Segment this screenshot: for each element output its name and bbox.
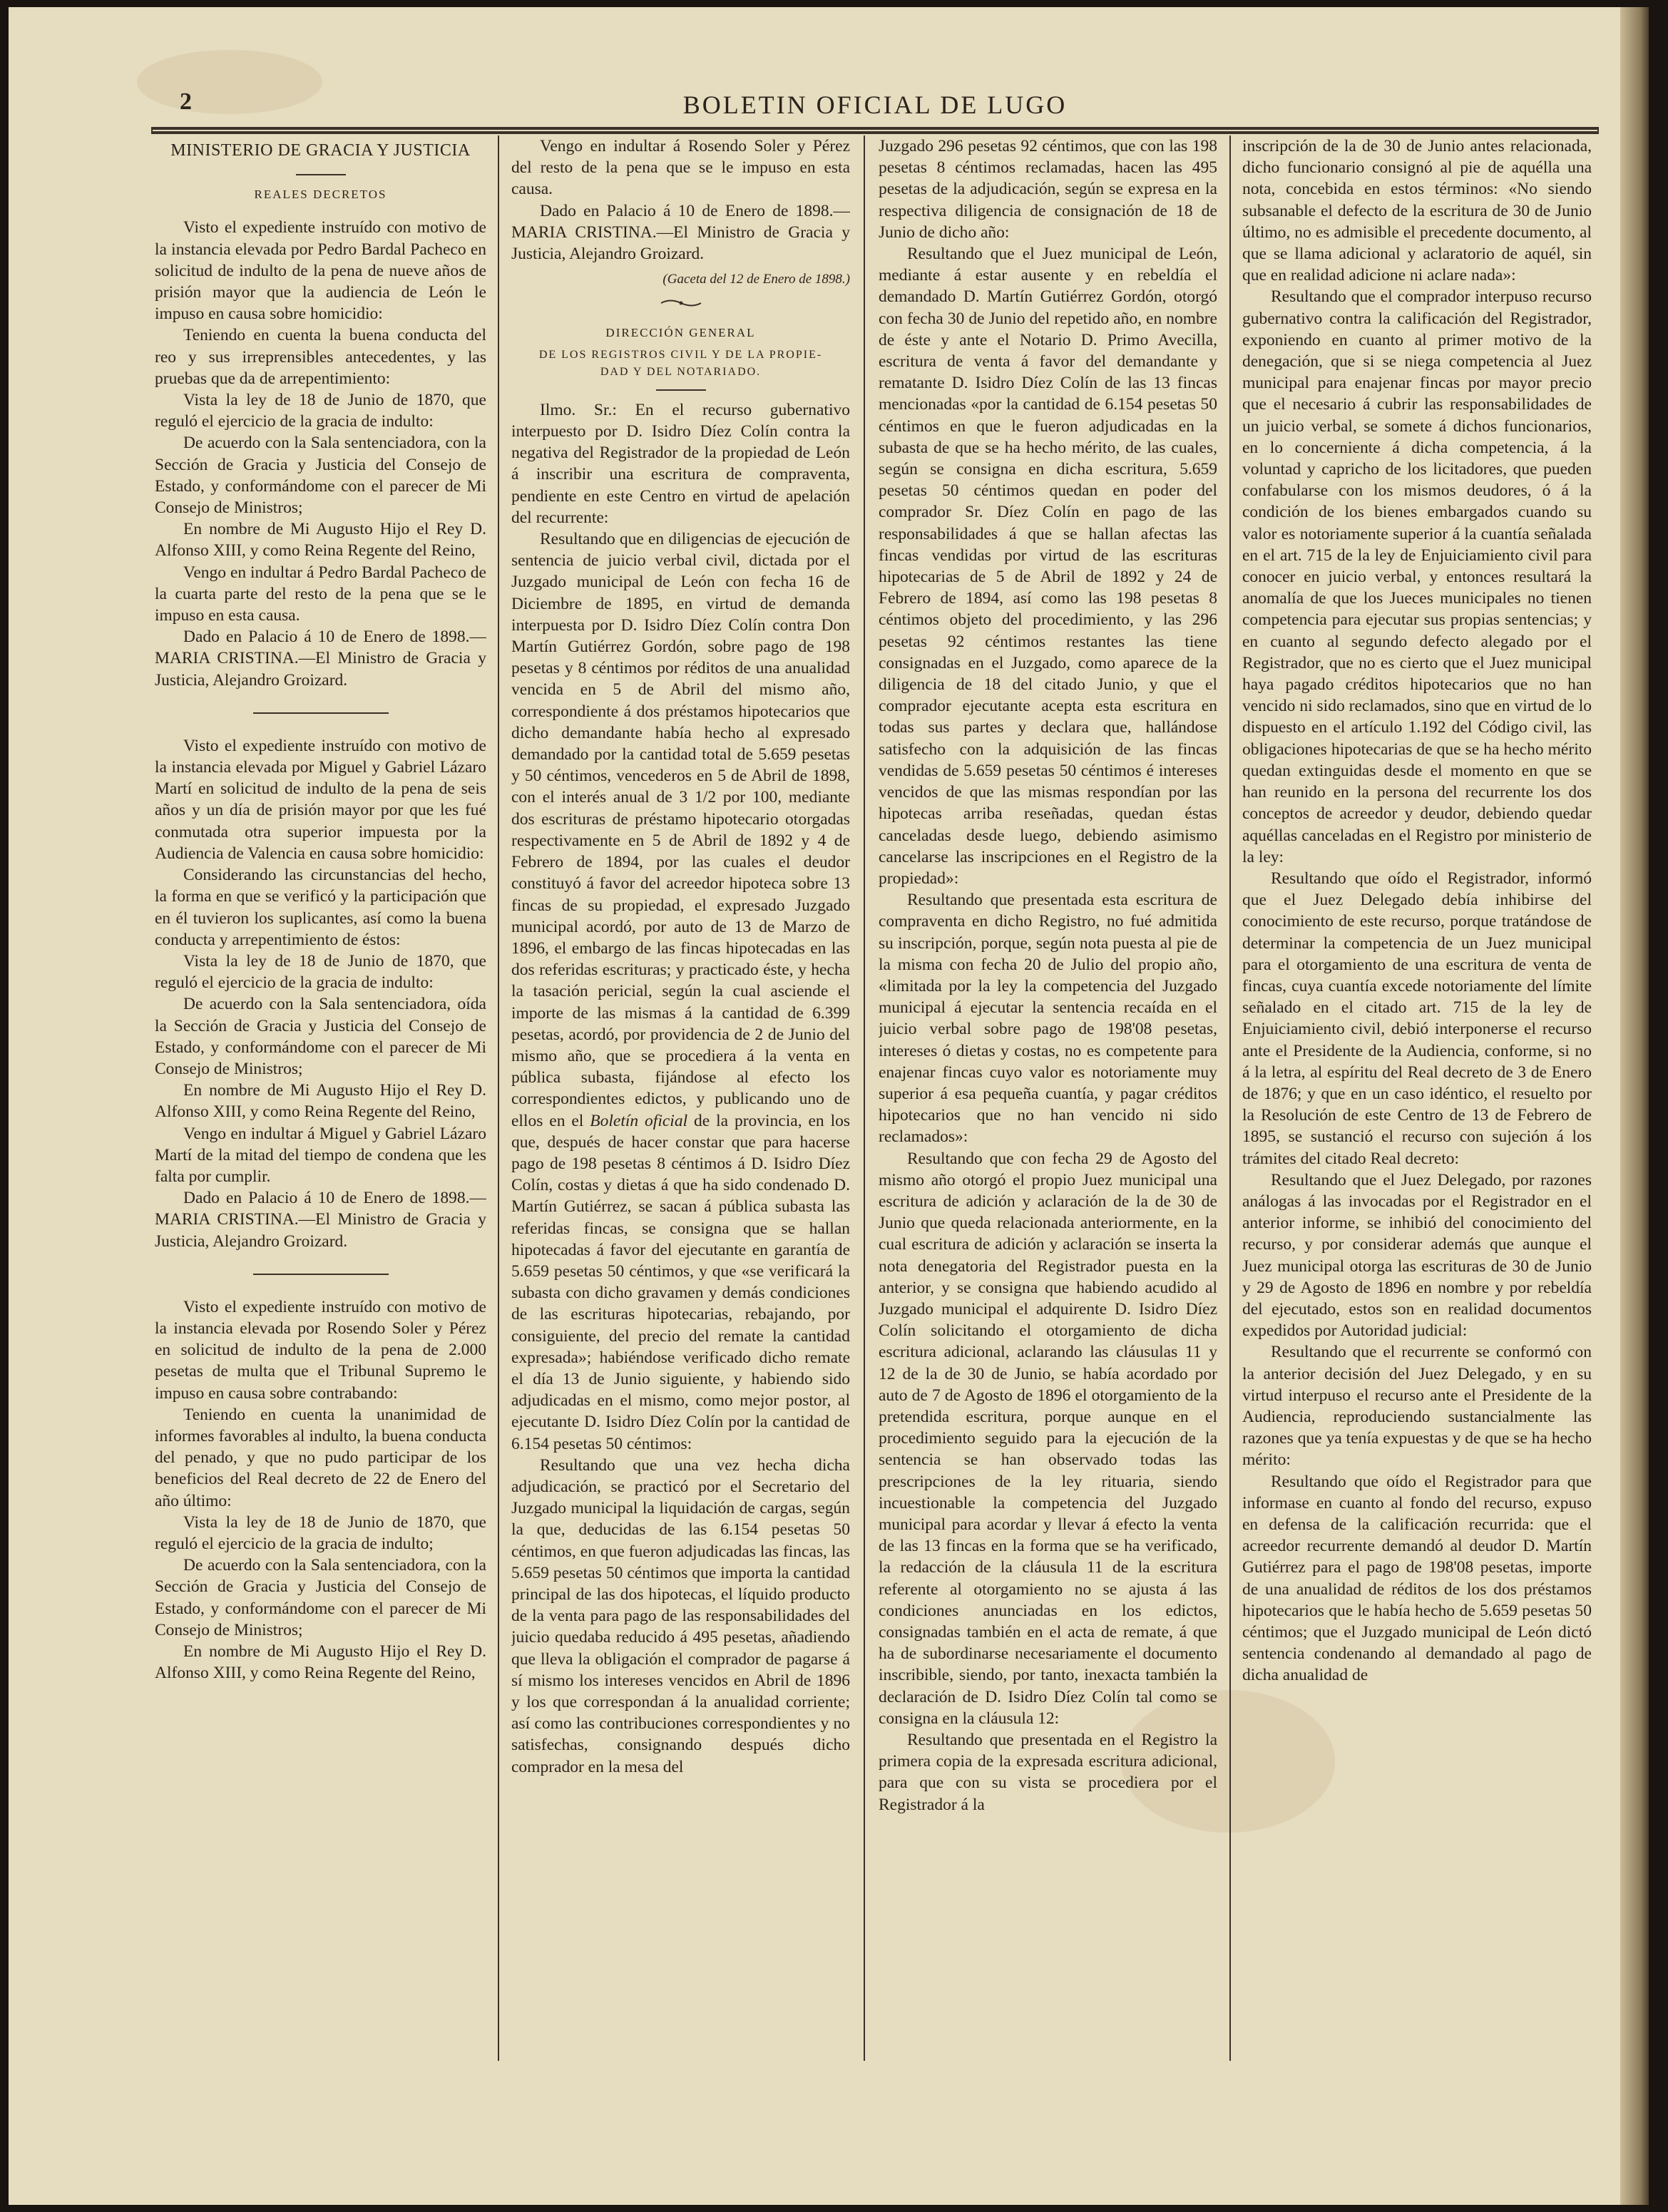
column-1 bbox=[155, 135, 486, 2054]
paragraph: En nombre de Mi Augusto Hijo el Rey D. Alfonso XIII, y como Reina Regente del Reino, bbox=[155, 520, 486, 560]
paragraph: inscripción de la de 30 de Junio antes relacionada, dicho funcionario consignó al pie de aquélla una nota, concebida en estos términos: «No siendo subsanable el defecto de la escritura de 30 de Junio último, no es admisible el precedente documento, al que se llama adicional y aclaratorio de aquél, sin que en realidad adicione ni aclare nada»: bbox=[1242, 137, 1592, 285]
column-rule bbox=[498, 135, 499, 2061]
paragraph: Dado en Palacio á 10 de Enero de 1898.—MARIA CRISTINA.—El Ministro de Gracia y Justicia, Alejandro Groizard. bbox=[511, 201, 850, 264]
paragraph: De acuerdo con la Sala sentenciadora, oída la Sección de Gracia y Justicia del Consejo de Estado, y conformándome con el parecer de Mi Consejo de Ministros; bbox=[155, 995, 486, 1078]
paragraph: Vengo en indultar á Rosendo Soler y Pérez del resto de la pena que se le impuso en esta causa. bbox=[511, 137, 850, 199]
paragraph: Visto el expediente instruído con motivo de la instancia elevada por Miguel y Gabriel Lázaro Martí en solicitud de indulto de la pena de seis años y un día de prisión mayor por que les fué conmutada otra superior impuesta por la Audiencia de Valencia en causa sobre homicidio: bbox=[155, 736, 486, 863]
divider bbox=[656, 389, 706, 391]
divider bbox=[296, 174, 346, 175]
paragraph: Vengo en indultar á Miguel y Gabriel Lázaro Martí de la mitad del tiempo de condena que les falta por cumplir. bbox=[155, 1124, 486, 1186]
gaceta-date: del 12 de Enero de 1898.) bbox=[710, 272, 850, 287]
section-heading: MINISTERIO DE GRACIA Y JUSTICIA bbox=[170, 141, 471, 160]
paragraph: Resultando que con fecha 29 de Agosto del mismo año otorgó el propio Juez municipal una escritura de adición y aclaración de la de 30 de Junio que queda relacionada anteriormente, en la cual escritura de adición y aclaración se inserta la nota denegatoria del Registrador puesta en la anterior, y se consigna que habiendo acudido al Juzgado municipal el adquirente D. Isidro Díez Colín solicitando el otorgamiento de dicha escritura adicional, aclarando las cláusulas 11 y 12 de la de 30 de Junio, se había acordado por auto de 7 de Agosto de 1896 el otorgamiento de la pretendida escritura, porque aunque en el procedimiento seguido para la ejecución de la sentencia se han observado todas las prescripciones de la ley rituaria, siendo incuestionable la competencia del Juzgado municipal para acordar y llevar á efecto la venta de las 13 fincas en la forma que se ha verificado, la redacción de la cláusula 11 de la escritura referente al otorgamiento no se ajusta á las condiciones anunciadas en los edictos, consignadas también en el acta de remate, á que ha de subordinarse necesariamente el documento inscribible, siendo, por tanto, inexacta también la declaración de D. Isidro Díez Colín tal como se consigna en la cláusula 12: bbox=[879, 1149, 1217, 1728]
paragraph: Resultando que el Juez municipal de León, mediante á estar ausente y en rebeldía el demandado D. Martín Gutiérrez Gordón, otorgó con fecha 30 de Junio del repetido año, en nombre de éste y ante el Notario D. Primo Avecilla, escritura de venta á favor del demandante y rematante D. Isidro Díez Colín de las 13 fincas mencionadas «por la cantidad de 6.154 pesetas 50 céntimos en que le fueron adjudicadas en la subasta de que se ha hecho mérito, de las cuales, según se consigna en dicha escritura, 5.659 pesetas 50 céntimos quedan en poder del comprador Sr. Díez Colín en pago de las responsabilidades á que se hallan afectas las fincas vendidas por virtud de las escrituras hipotecarias de 5 de Abril de 1892 y 24 de Febrero de 1894, así como las 198 pesetas 8 céntimos objeto del procedimiento, y las 296 pesetas 92 céntimos restantes las tiene consignadas en el Juzgado, como aparece de la diligencia de 18 del citado Junio, y que el comprador ejecutante acepta esta escritura en todas sus partes y declara que, hallándose satisfecho con la adquisición de las fincas vendidas de 5.659 pesetas 50 céntimos é intereses vencidos de que las mismas respondían por las hipotecas arriba reseñadas, quedan éstas canceladas desde luego, debiendo asimismo cancelarse las inscripciones en el Registro de la propiedad»: bbox=[879, 245, 1217, 888]
paragraph: Teniendo en cuenta la unanimidad de informes favorables al indulto, la buena conducta del penado, y que no pudo participar de los beneficios del Real decreto de 22 de Enero del año último: bbox=[155, 1405, 486, 1510]
paragraph: De acuerdo con la Sala sentenciadora, con la Sección de Gracia y Justicia del Consejo de Estado, y conformándome con el parecer de Mi Consejo de Ministros; bbox=[155, 1556, 486, 1639]
paragraph: Resultando que una vez hecha dicha adjudicación, se practicó por el Secretario del Juzgado municipal la liquidación de cargas, según la que, deducidas de las 6.154 pesetas 50 céntimos, en que fueron adjudicadas las fincas, las 5.659 pesetas 50 céntimos que importa la cantidad principal de las dos hipotecas, el líquido producto de la venta para pago de las responsabilidades del juicio quedaba reducido á 495 pesetas, añadiendo que lleva la obligación el comprador de pagarse á sí mismo los intereses vencidos en Abril de 1896 y los que correspondan á la anualidad corriente; así como las contribuciones correspondientes y no satisfechas, consignando después dicho comprador en la mesa del bbox=[511, 1455, 850, 1776]
paragraph: Resultando que el recurrente se conformó con la anterior decisión del Juez Delegado, y en su virtud interpuso el recurso ante el Presidente de la Audiencia, reproduciendo sustancialmente las razones que ya tenía expuestas y de que se ha hecho mérito: bbox=[1242, 1343, 1592, 1470]
gaceta-citation bbox=[511, 269, 850, 290]
paragraph: Resultando que oído el Registrador para que informase en cuanto al fondo del recurso, expuso en defensa de la calificación recurrida: que el acreedor recurrente demandó al deudor D. Martín Gutiérrez para el pago de 198'08 pesetas, importe de una anualidad de réditos de los dos préstamos hipotecarios que le había hecho de 5.659 pesetas 50 céntimos; que el Juzgado municipal de León dictó sentencia condenando al demandado al pago de dicha anualidad de bbox=[1242, 1472, 1592, 1685]
gaceta-prefix: (Gaceta bbox=[662, 272, 710, 287]
column-2 bbox=[511, 135, 850, 2054]
divider bbox=[253, 1274, 389, 1275]
ornament-icon bbox=[660, 298, 702, 308]
paragraph: Dado en Palacio á 10 de Enero de 1898.—MARIA CRISTINA.—El Ministro de Gracia y Justicia, Alejandro Groizard. bbox=[155, 1189, 486, 1251]
paragraph: Vista la ley de 18 de Junio de 1870, que reguló el ejercicio de la gracia de indulto; bbox=[155, 1512, 486, 1553]
paragraph-text: de la provincia, en los que, después de hacer constar que para hacerse pago de 198 pesetas 8 céntimos á D. Isidro Díez Colín, costas y dietas á que ha sido condenado D. Martín Gutiérrez, se sacan á pública subasta las referidas fincas, se consigna que se hallan hipotecadas á favor del ejecutante en garantía de 5.659 pesetas 50 céntimos, y que «se verificará la subasta con dicho gravamen y demás condiciones de las escrituras hipotecarias, rebajando, por consiguiente, del precio del remate la cantidad expresada»; habiéndose verificado dicho remate el día 13 de Junio siguiente, y habiendo sido adjudicadas en el mismo, como mejor postor, al ejecutante D. Isidro Díez Colín por la cantidad de 6.154 pesetas 50 céntimos: bbox=[511, 1111, 850, 1453]
paragraph: En nombre de Mi Augusto Hijo el Rey D. Alfonso XIII, y como Reina Regente del Reino, bbox=[155, 1081, 486, 1122]
paragraph: Juzgado 296 pesetas 92 céntimos, que con las 198 pesetas 8 céntimos reclamadas, hacen las 495 pesetas de la adjudicación, según se expresa en la respectiva diligencia de consignación de 18 de Junio de dicho año: bbox=[879, 137, 1217, 242]
page-number: 2 bbox=[180, 88, 192, 115]
paragraph: Vista la ley de 18 de Junio de 1870, que reguló el ejercicio de la gracia de indulto: bbox=[155, 951, 486, 993]
paragraph: Dado en Palacio á 10 de Enero de 1898.—MARIA CRISTINA.—El Ministro de Gracia y Justicia, Alejandro Groizard. bbox=[155, 628, 486, 690]
page-binding-edge bbox=[1620, 7, 1649, 2205]
paragraph: Resultando que presentada esta escritura de compraventa en dicho Registro, no fué admitida su inscripción, porque, según nota puesta al pie de la misma con fecha 20 de Julio del propio año, «limitada por la ley la competencia del Juzgado municipal á ejecutar la sentencia recaída en el juicio verbal sobre pago de 198'08 pesetas, intereses ó dietas y costas, no es competente para enajenar fincas cuyo valor es notoriamente muy superior á esa pequeña cuantía, y pagar créditos hipotecarios que no han vencido ni sido reclamados»: bbox=[879, 891, 1217, 1147]
paragraph: Resultando que el comprador interpuso recurso gubernativo contra la calificación del Registrador, exponiendo en cuanto al primer motivo de la denegación, que si se niega competencia al Juez municipal para enajenar fincas por mayor precio que el necesario á cubrir las responsabilidades de un juicio verbal, se somete á dichos funcionarios, en lo concerniente á dicha competencia, á la voluntad y capricho de los licitadores, que pueden confabularse con los mismos deudores, ó á la condición de los bienes embargados cuando su valor es notoriamente superior á la cuantía señalada en el art. 715 de la ley de Enjuiciamiento civil para conocer en juicio verbal, y entonces resultará la anomalía de que los Jueces municipales no tienen competencia para ejecutar sus propias sentencias; y en cuanto al segundo defecto alegado por el Registrador, que no es cierto que el Juez municipal haya pagado créditos hipotecarios que no han vencido ni sido reclamados, sino que en virtud de lo dispuesto en el artículo 1.192 del Código civil, las obligaciones hipotecarias de que se ha hecho mérito quedan extinguidas desde el momento en que se han reunido en la persona del recurrente los dos conceptos de acreedor y deudor, debiendo quedar aquéllas canceladas en el Registro por ministerio de la ley: bbox=[1242, 287, 1592, 866]
paragraph: Resultando que el Juez Delegado, por razones análogas á las invocadas por el Registrador en el anterior informe, se inhibió del conocimiento del recurso, y por considerar además que aunque el Juez municipal otorga las escrituras de 30 de Junio y 29 de Agosto de 1896 en nombre y por rebeldía del ejecutado, estos son en realidad documentos expedidos por Autoridad judicial: bbox=[1242, 1170, 1592, 1341]
newspaper-page bbox=[9, 7, 1649, 2205]
paragraph: De acuerdo con la Sala sentenciadora, con la Sección de Gracia y Justicia del Consejo de Estado, y conformándome con el parecer de Mi Consejo de Ministros; bbox=[155, 434, 486, 518]
paragraph: Visto el expediente instruído con motivo de la instancia elevada por Rosendo Soler y Pérez en solicitud de indulto de la pena de 2.000 pesetas de multa que el Tribunal Supremo le impuso en causa sobre contrabando: bbox=[155, 1297, 486, 1403]
column-3 bbox=[879, 135, 1217, 2054]
paragraph: Teniendo en cuenta la buena conducta del reo y sus irreprensibles antecedentes, y las pruebas que da de arrepentimiento: bbox=[155, 326, 486, 388]
section-subheading: REALES DECRETOS bbox=[254, 188, 387, 202]
page-header bbox=[151, 84, 1599, 130]
divider bbox=[253, 712, 389, 714]
paragraph: En nombre de Mi Augusto Hijo el Rey D. Alfonso XIII, y como Reina Regente del Reino, bbox=[155, 1642, 486, 1683]
paragraph bbox=[511, 528, 850, 1455]
paragraph: Vista la ley de 18 de Junio de 1870, que reguló el ejercicio de la gracia de indulto: bbox=[155, 391, 486, 431]
section-subheading: DAD Y DEL NOTARIADO. bbox=[600, 365, 762, 378]
paragraph: Visto el expediente instruído con motivo de la instancia elevada por Pedro Bardal Pacheco en solicitud de indulto de la pena de nueve años de prisión mayor que la audiencia de León le impuso en causa sobre homicidio: bbox=[155, 218, 486, 324]
ornament-divider bbox=[511, 293, 850, 314]
newspaper-title: BOLETIN OFICIAL DE LUGO bbox=[682, 91, 1068, 119]
paragraph: Vengo en indultar á Pedro Bardal Pacheco de la cuarta parte del resto de la pena que se le impuso en esta causa. bbox=[155, 563, 486, 625]
column-rule bbox=[1229, 135, 1231, 2061]
paragraph-text: Resultando que en diligencias de ejecución de sentencia de juicio verbal civil, dictada por el Juzgado municipal de León con fecha 16 de Diciembre de 1895, en virtud de demanda interpuesta por D. Isidro Díez Colín contra Don Martín Gutiérrez Gordón, sobre pago de 198 pesetas y 8 céntimos por réditos de una anualidad vencida en 5 de Abril del mismo año, correspondiente á dos préstamos hipotecarios que dicho demandante había hecho al expresado demandado por la cantidad total de 5.659 pesetas y 50 céntimos, vencederos en 5 de Abril de 1898, con el interés anual de 3 1/2 por 100, mediante dos escrituras de préstamo hipotecario otorgadas respectivamente en 5 de Abril de 1892 y 4 de Febrero de 1894, por las cuales el deudor constituyó á favor del acreedor hipoteca sobre 13 fincas de su propiedad, el expresado Juzgado municipal acordó, por auto de 13 de Marzo de 1896, el embargo de las fincas hipotecadas en las dos referidas escrituras; y practicado éste, y hecha la tasación pericial, según la cual asciende el importe de las mismas á la cantidad de 6.399 pesetas, acordó, por providencia de 2 de Junio del mismo año, que se procediera á la venta en pública subasta, fijándose al efecto los correspondientes edictos, y publicando uno de ellos en el bbox=[511, 530, 850, 1130]
section-subheading: DE LOS REGISTROS CIVIL Y DE LA PROPIE- bbox=[538, 348, 823, 361]
boletin-italic: Boletín oficial bbox=[590, 1111, 688, 1130]
paragraph: Ilmo. Sr.: En el recurso gubernativo interpuesto por D. Isidro Díez Colín contra la negativa del Registrador de la propiedad de León á inscribir una escritura de compraventa, pendiente en este Centro en virtud de apelación del recurrente: bbox=[511, 400, 850, 527]
section-heading: DIRECCIÓN GENERAL bbox=[605, 325, 756, 339]
paragraph: Resultando que presentada en el Registro la primera copia de la expresada escritura adicional, para que con su vista se procediera por el Registrador á la bbox=[879, 1731, 1217, 1814]
column-4 bbox=[1242, 135, 1592, 2054]
paragraph: Resultando que oído el Registrador, informó que el Juez Delegado debía inhibirse del conocimiento de este recurso, porque tratándose de determinar la competencia de un Juez municipal para el otorgamiento de una escritura de venta de fincas, cuya cuantía excede notoriamente del límite señalado en el citado art. 715 de la ley de Enjuiciamiento civil, debió interponerse el recurso ante el Presidente de la Audiencia, conforme, si no á la letra, al espíritu del Real decreto de 3 de Enero de 1876; y que en un caso idéntico, el resuelto por la Resolución de este Centro de 13 de Febrero de 1895, se sustanció el recurso con sujeción á los trámites del citado Real decreto: bbox=[1242, 869, 1592, 1168]
column-rule bbox=[864, 135, 865, 2061]
paragraph: Considerando las circunstancias del hecho, la forma en que se verificó y la participación que en él tuvieron los suplicantes, así como la buena conducta y arrepentimiento de éstos: bbox=[155, 866, 486, 949]
